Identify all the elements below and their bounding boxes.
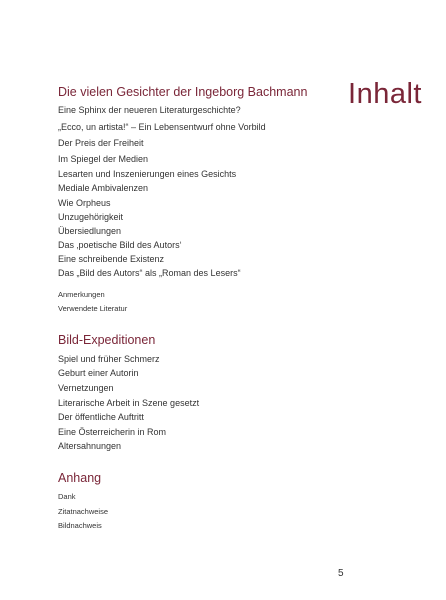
toc-entry-title: Im Spiegel der Medien: [58, 154, 149, 164]
toc-entry-title: Lesarten und Inszenierungen eines Gesichts: [58, 169, 237, 179]
toc-entry-title: Spiel und früher Schmerz: [58, 354, 160, 364]
toc-entry-title: Bildnachweis: [58, 521, 102, 530]
toc-section-title: Anhang: [58, 471, 102, 485]
toc-section-title: Die vielen Gesichter der Ingeborg Bachmann: [58, 85, 308, 99]
page-title: Inhalt: [348, 78, 422, 110]
toc-entry-title: Vernetzungen: [58, 383, 114, 393]
toc-entry-title: Das „Bild des Autors“ als „Roman des Lesers“: [58, 268, 241, 278]
toc-entry-title: Dank: [58, 492, 76, 501]
toc-entry-title: Altersahnungen: [58, 441, 122, 451]
toc-entry-title: Übersiedlungen: [58, 226, 122, 236]
toc-entry-title: Eine Österreicherin in Rom: [58, 427, 167, 437]
toc-section-title: Bild-Expeditionen: [58, 333, 156, 347]
toc-entry-title: Mediale Ambivalenzen: [58, 183, 149, 193]
toc-entry-title: Geburt einer Autorin: [58, 368, 139, 378]
toc-entry-title: Unzugehörigkeit: [58, 212, 124, 222]
toc-entry-title: Der Preis der Freiheit: [58, 138, 144, 148]
toc-entry-title: Verwendete Literatur: [58, 304, 128, 313]
toc-entry-title: „Ecco, un artista!“ – Ein Lebensentwurf ohne Vorbild: [58, 122, 266, 132]
toc-entry-title: Zitatnachweise: [58, 507, 109, 516]
page-number: 5: [338, 568, 344, 579]
toc-entry-title: Eine schreibende Existenz: [58, 254, 165, 264]
toc-entry-title: Wie Orpheus: [58, 198, 111, 208]
toc-entry-title: Literarische Arbeit in Szene gesetzt: [58, 398, 200, 408]
toc-entry-title: Eine Sphinx der neueren Literaturgeschichte?: [58, 105, 241, 115]
toc-entry-title: Das ‚poetische Bild des Autors‘: [58, 240, 182, 250]
toc-entry-title: Der öffentliche Auftritt: [58, 412, 144, 422]
toc-entry-title: Anmerkungen: [58, 290, 105, 299]
